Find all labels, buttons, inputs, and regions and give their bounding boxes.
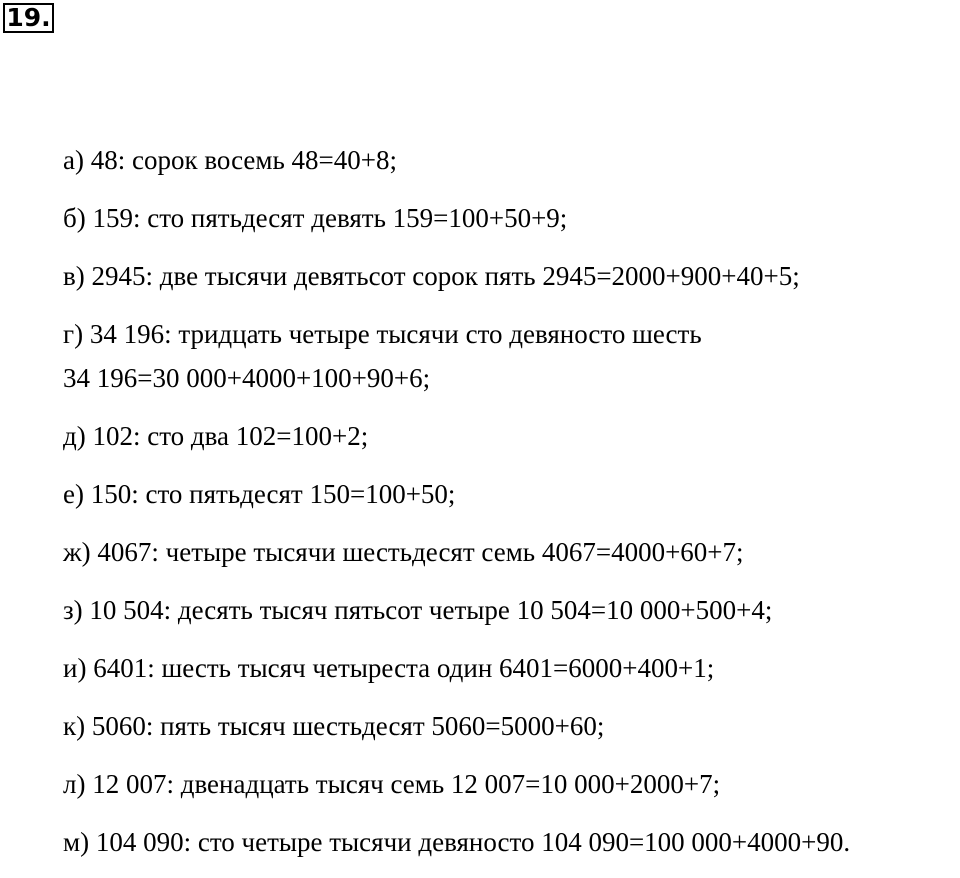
answer-item-g-line1: г) 34 196: тридцать четыре тысячи сто девяносто шесть (63, 319, 702, 349)
answer-item-g (63, 312, 958, 414)
answer-item-zh: ж) 4067: четыре тысячи шестьдесят семь 4067=4000+60+7; (63, 537, 744, 567)
answer-item-v: в) 2945: две тысячи девятьсот сорок пять 2945=2000+900+40+5; (63, 261, 800, 291)
answer-item-z: з) 10 504: десять тысяч пятьсот четыре 10 504=10 000+500+4; (63, 595, 773, 625)
answer-item-d: д) 102: сто два 102=100+2; (63, 421, 369, 451)
task-number: 19. (3, 3, 54, 33)
answer-item-i: и) 6401: шесть тысяч четыреста один 6401=6000+400+1; (63, 653, 715, 683)
answer-list (63, 138, 958, 878)
answer-item-l: л) 12 007: двенадцать тысяч семь 12 007=10 000+2000+7; (63, 769, 721, 799)
answer-item-e: е) 150: сто пятьдесят 150=100+50; (63, 479, 456, 509)
answer-item-m: м) 104 090: сто четыре тысячи девяносто 104 090=100 000+4000+90. (63, 827, 851, 857)
answer-item-g-line2: 34 196=30 000+4000+100+90+6; (63, 363, 431, 393)
answer-item-k: к) 5060: пять тысяч шестьдесят 5060=5000+60; (63, 711, 605, 741)
answer-item-b: б) 159: сто пятьдесят девять 159=100+50+9; (63, 203, 568, 233)
answer-item-a: а) 48: сорок восемь 48=40+8; (63, 145, 397, 175)
